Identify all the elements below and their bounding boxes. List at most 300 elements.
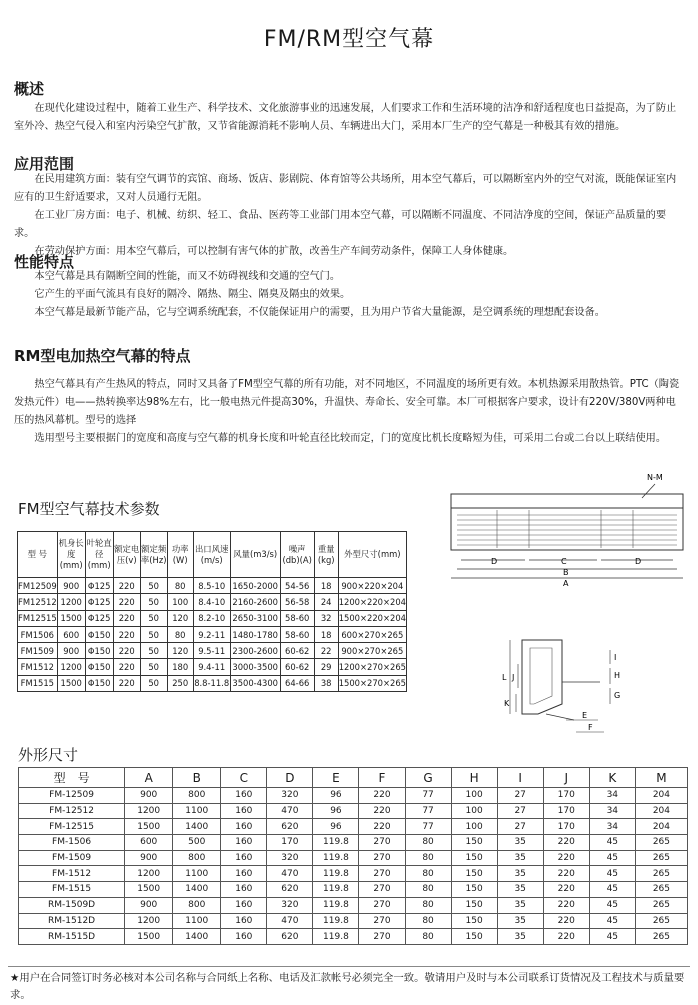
dims-cell: 45 (589, 882, 635, 898)
spec-cell: FM1512 (18, 659, 58, 675)
dims-cell: 100 (451, 819, 497, 835)
spec-table-row (18, 643, 407, 659)
dims-cell: 265 (635, 913, 687, 929)
dims-header-cell: A (125, 768, 173, 788)
spec-header-row (18, 532, 407, 578)
spec-cell: Φ150 (85, 643, 113, 659)
dims-cell: 45 (589, 850, 635, 866)
dims-cell: 150 (451, 866, 497, 882)
label-f: F (588, 723, 593, 732)
dims-header-cell: M (635, 768, 687, 788)
spec-table (17, 531, 407, 692)
dims-table-row (19, 882, 688, 898)
features-text (14, 268, 684, 322)
spec-cell: 18 (314, 578, 338, 594)
dims-cell: 45 (589, 929, 635, 945)
spec-cell: 50 (140, 659, 167, 675)
dims-cell: 270 (359, 897, 405, 913)
unit-side-profile (522, 640, 562, 714)
spec-cell: 50 (140, 610, 167, 626)
dims-cell: 119.8 (313, 850, 359, 866)
dims-cell: 150 (451, 882, 497, 898)
spec-cell: 50 (140, 675, 167, 691)
spec-cell: 1650-2000 (230, 578, 280, 594)
dims-cell: 27 (497, 803, 543, 819)
spec-cell: 32 (314, 610, 338, 626)
dims-cell: 470 (267, 866, 313, 882)
dims-cell: 119.8 (313, 882, 359, 898)
label-n-m: N-M (647, 473, 663, 482)
dims-table-row (19, 897, 688, 913)
spec-cell: 120 (167, 610, 193, 626)
dims-header-cell: F (359, 768, 405, 788)
dims-cell: 800 (173, 788, 221, 804)
spec-cell: 1200 (57, 659, 85, 675)
dims-cell: 45 (589, 835, 635, 851)
spec-header-cell: 外型尺寸(mm) (338, 532, 406, 578)
spec-cell: 220 (113, 643, 140, 659)
dims-cell: FM-12509 (19, 788, 125, 804)
dims-cell: 220 (359, 788, 405, 804)
dims-cell: 160 (221, 803, 267, 819)
leader-line (642, 484, 655, 498)
dims-cell: 1100 (173, 913, 221, 929)
label-k: K (504, 699, 510, 708)
dims-cell: 170 (267, 835, 313, 851)
dims-cell: 900 (125, 850, 173, 866)
spec-cell: 18 (314, 626, 338, 642)
dims-header-cell: K (589, 768, 635, 788)
dims-cell: 77 (405, 788, 451, 804)
spec-cell: 220 (113, 578, 140, 594)
spec-cell: 8.8-11.8 (193, 675, 230, 691)
dims-cell: 96 (313, 788, 359, 804)
spec-cell: 9.2-11 (193, 626, 230, 642)
spec-cell: 1200×270×265 (338, 659, 406, 675)
dims-cell: 96 (313, 803, 359, 819)
spec-cell: 38 (314, 675, 338, 691)
dims-cell: 1500 (125, 882, 173, 898)
dims-cell: 470 (267, 913, 313, 929)
spec-cell: 29 (314, 659, 338, 675)
dims-cell: 1200 (125, 866, 173, 882)
dims-cell: 96 (313, 819, 359, 835)
dims-cell: 1100 (173, 866, 221, 882)
dims-cell: 150 (451, 929, 497, 945)
louver-grille (457, 510, 677, 548)
spec-cell: 220 (113, 675, 140, 691)
dims-cell: 80 (405, 882, 451, 898)
dims-table-row (19, 866, 688, 882)
spec-cell: FM12515 (18, 610, 58, 626)
spec-cell: 9.5-11 (193, 643, 230, 659)
dims-cell: 160 (221, 819, 267, 835)
dims-header-cell: G (405, 768, 451, 788)
dims-cell: 1200 (125, 913, 173, 929)
spec-cell: 22 (314, 643, 338, 659)
spec-cell: 900×270×265 (338, 643, 406, 659)
spec-cell: 54-56 (280, 578, 314, 594)
spec-table-row (18, 578, 407, 594)
spec-cell: FM12512 (18, 594, 58, 610)
footnote: ★用户在合同签订时务必核对本公司名称与合同纸上名称、电话及汇款帐号必须完全一致。敬请用户及时与本公司联系订货情况及工程技术与质量要求。 (10, 972, 685, 1001)
dims-header-cell: 型 号 (19, 768, 125, 788)
dims-cell: 35 (497, 929, 543, 945)
spec-cell: 1200×220×204 (338, 594, 406, 610)
dims-cell: 45 (589, 897, 635, 913)
dims-cell: 620 (267, 819, 313, 835)
dims-header-cell: J (543, 768, 589, 788)
dims-cell: 160 (221, 788, 267, 804)
dims-cell: 1500 (125, 819, 173, 835)
spec-cell: 8.4-10 (193, 594, 230, 610)
dims-cell: 265 (635, 882, 687, 898)
spec-header-cell: 功率(W) (167, 532, 193, 578)
dims-cell: 119.8 (313, 929, 359, 945)
dims-cell: 204 (635, 819, 687, 835)
spec-cell: 3000-3500 (230, 659, 280, 675)
dims-cell: 900 (125, 788, 173, 804)
dims-cell: 270 (359, 835, 405, 851)
dims-table-row (19, 819, 688, 835)
spec-cell: FM1515 (18, 675, 58, 691)
dims-cell: 220 (543, 866, 589, 882)
dims-cell: 160 (221, 882, 267, 898)
side-dimension-lines (510, 640, 610, 732)
dims-cell: 220 (359, 819, 405, 835)
spec-table-body (18, 578, 407, 692)
spec-table-row (18, 610, 407, 626)
dims-cell: 35 (497, 913, 543, 929)
features-heading: 性能特点 (14, 253, 75, 271)
spec-cell: 120 (167, 643, 193, 659)
spec-cell: 2300-2600 (230, 643, 280, 659)
dims-table-row (19, 913, 688, 929)
dims-cell: 1200 (125, 803, 173, 819)
label-j: J (512, 673, 515, 682)
dims-cell: 800 (173, 850, 221, 866)
dims-table-row (19, 788, 688, 804)
dims-cell: 80 (405, 835, 451, 851)
spec-header-cell: 额定频率(Hz) (140, 532, 167, 578)
dims-cell: 170 (543, 819, 589, 835)
dims-cell: 1100 (173, 803, 221, 819)
spec-cell: 220 (113, 610, 140, 626)
spec-table-row (18, 659, 407, 675)
dims-cell: FM-12515 (19, 819, 125, 835)
dims-cell: 34 (589, 819, 635, 835)
spec-cell: 50 (140, 578, 167, 594)
dims-cell: 265 (635, 929, 687, 945)
dims-table (18, 767, 688, 945)
spec-cell: 1500×220×204 (338, 610, 406, 626)
dims-cell: 35 (497, 897, 543, 913)
label-b: B (563, 568, 569, 577)
dims-cell: RM-1515D (19, 929, 125, 945)
dims-cell: 45 (589, 866, 635, 882)
rm-text (14, 376, 684, 448)
overview-paragraph: 在现代化建设过程中，随着工业生产、科学技术、文化旅游事业的迅速发展，人们要求工作和生活环境的洁净和舒适程度也日益提高，为了防止室外冷、热空气侵入和室内污染空气扩散，又节省能源消耗不影响人员、车辆进出大门，采用本厂生产的空气幕是一种极其有效的措施。 (14, 103, 677, 132)
dims-cell: 150 (451, 913, 497, 929)
spec-cell: Φ150 (85, 626, 113, 642)
dims-cell: FM-1506 (19, 835, 125, 851)
spec-cell: 80 (167, 578, 193, 594)
dims-cell: 320 (267, 788, 313, 804)
spec-cell: 100 (167, 594, 193, 610)
dims-cell: 265 (635, 897, 687, 913)
dims-cell: FM-1515 (19, 882, 125, 898)
dims-cell: 80 (405, 897, 451, 913)
dims-cell: 204 (635, 788, 687, 804)
dims-cell: 160 (221, 897, 267, 913)
dims-cell: 320 (267, 897, 313, 913)
dims-cell: 320 (267, 850, 313, 866)
spec-cell: 900 (57, 643, 85, 659)
spec-cell: 2160-2600 (230, 594, 280, 610)
dims-table-row (19, 850, 688, 866)
dims-cell: 270 (359, 913, 405, 929)
dims-cell: 100 (451, 788, 497, 804)
dims-cell: 265 (635, 835, 687, 851)
spec-cell: 8.2-10 (193, 610, 230, 626)
spec-cell: 900 (57, 578, 85, 594)
dims-cell: RM-1509D (19, 897, 125, 913)
dims-cell: 220 (543, 835, 589, 851)
dims-cell: 265 (635, 850, 687, 866)
dims-cell: 220 (543, 897, 589, 913)
spec-cell: 60-62 (280, 643, 314, 659)
front-view-drawing (437, 458, 697, 588)
unit-body (451, 508, 683, 550)
label-a: A (563, 579, 569, 588)
spec-header-cell: 机身长度(mm) (57, 532, 85, 578)
label-d-left: D (491, 557, 498, 566)
dims-cell: 600 (125, 835, 173, 851)
spec-cell: 1500×270×265 (338, 675, 406, 691)
unit-top-panel (451, 494, 683, 508)
dims-cell: 100 (451, 803, 497, 819)
overview-heading: 概述 (14, 80, 45, 98)
dims-cell: RM-1512D (19, 913, 125, 929)
spec-header-cell: 型 号 (18, 532, 58, 578)
label-d-right: D (635, 557, 642, 566)
dims-cell: 1400 (173, 819, 221, 835)
application-paragraph-civil: 在民用建筑方面：装有空气调节的宾馆、商场、饭店、影剧院、体育馆等公共场所，用本空气幕后，可以隔断室内外的空气对流，既能保证室内应有的卫生舒适要求，又对人员通行无阻。 (14, 174, 677, 203)
dims-cell: 160 (221, 929, 267, 945)
application-paragraph-labor: 在劳动保护方面：用本空气幕后，可以控制有害气体的扩散，改善生产车间劳动条件，保障工人身体健康。 (34, 246, 514, 257)
dims-table-row (19, 929, 688, 945)
label-e: E (582, 711, 588, 720)
spec-header-cell: 风量(m3/s) (230, 532, 280, 578)
spec-table-row (18, 675, 407, 691)
spec-cell: 1500 (57, 610, 85, 626)
dims-header-cell: B (173, 768, 221, 788)
spec-cell: 1500 (57, 675, 85, 691)
spec-cell: Φ125 (85, 610, 113, 626)
side-view-drawing (490, 620, 650, 742)
outlet-line (546, 714, 574, 720)
dims-header-cell: C (221, 768, 267, 788)
dims-cell: 1400 (173, 882, 221, 898)
dims-header-cell: H (451, 768, 497, 788)
dims-cell: 160 (221, 835, 267, 851)
spec-cell: 600 (57, 626, 85, 642)
spec-header-cell: 叶轮直径(mm) (85, 532, 113, 578)
spec-cell: Φ150 (85, 659, 113, 675)
spec-header-cell: 噪声(db)(A) (280, 532, 314, 578)
dims-header-cell: I (497, 768, 543, 788)
spec-cell: 8.5-10 (193, 578, 230, 594)
dims-cell: FM-12512 (19, 803, 125, 819)
dims-cell: 119.8 (313, 913, 359, 929)
dims-cell: 27 (497, 788, 543, 804)
dims-cell: 270 (359, 866, 405, 882)
dims-cell: 34 (589, 788, 635, 804)
dims-cell: 80 (405, 929, 451, 945)
dims-cell: 77 (405, 819, 451, 835)
spec-cell: 50 (140, 626, 167, 642)
dims-cell: 270 (359, 850, 405, 866)
rm-paragraph-1: 热空气幕具有产生热风的特点，同时又具备了FM型空气幕的所有功能，对不同地区，不同温度的场所更有效。本机热源采用散热管。PTC（陶瓷发热元件）电——热转换率达98%左右，比一般电热元件提高30%，升温快、寿命长、安全可靠。本厂可根据客户要求，设计有220V/380V两种电压的热风幕机。型号的选择 (14, 379, 680, 426)
rm-paragraph-2: 选用型号主要根据门的宽度和高度与空气幕的机身长度和叶轮直径比较而定，门的宽度比机长度略短为佳，可采用二台或二台以上联结使用。 (34, 433, 667, 444)
application-paragraph-industry: 在工业厂房方面：电子、机械、纺织、轻工、食品、医药等工业部门用本空气幕，可以隔断不同温度、不同洁净度的空间，保证产品质量的要求。 (14, 210, 667, 239)
dims-header-cell: D (267, 768, 313, 788)
application-text (14, 171, 684, 261)
spec-cell: 58-60 (280, 626, 314, 642)
spec-cell: 220 (113, 626, 140, 642)
dims-cell: 80 (405, 850, 451, 866)
dims-cell: 220 (543, 882, 589, 898)
dims-cell: 160 (221, 866, 267, 882)
dims-cell: 1400 (173, 929, 221, 945)
dims-cell: 220 (543, 850, 589, 866)
spec-cell: 50 (140, 594, 167, 610)
spec-cell: Φ125 (85, 578, 113, 594)
dims-cell: 170 (543, 788, 589, 804)
label-i: I (614, 653, 617, 662)
dims-table-row (19, 835, 688, 851)
dims-cell: 220 (543, 929, 589, 945)
spec-cell: Φ125 (85, 594, 113, 610)
inner-profile (530, 648, 552, 704)
dims-cell: 45 (589, 913, 635, 929)
dims-cell: 204 (635, 803, 687, 819)
dims-cell: 35 (497, 850, 543, 866)
dims-cell: 150 (451, 835, 497, 851)
dims-cell: 620 (267, 882, 313, 898)
dims-cell: 170 (543, 803, 589, 819)
spec-cell: FM1506 (18, 626, 58, 642)
dims-cell: 35 (497, 835, 543, 851)
spec-cell: 1480-1780 (230, 626, 280, 642)
label-h: H (614, 671, 621, 680)
dims-cell: 620 (267, 929, 313, 945)
dims-cell: 270 (359, 929, 405, 945)
features-paragraph-1: 本空气幕是具有隔断空间的性能，而又不妨碍视线和交通的空气门。 (34, 271, 341, 282)
dims-cell: 220 (543, 913, 589, 929)
dims-cell: 35 (497, 866, 543, 882)
dims-cell: 150 (451, 897, 497, 913)
footnote-divider (8, 966, 690, 967)
dims-cell: 220 (359, 803, 405, 819)
label-c: C (561, 557, 567, 566)
spec-cell: 80 (167, 626, 193, 642)
spec-cell: 1200 (57, 594, 85, 610)
dims-cell: 1500 (125, 929, 173, 945)
features-paragraph-3: 本空气幕是最新节能产品，它与空调系统配套，不仅能保证用户的需要，且为用户节省大量能源，是空调系统的理想配套设备。 (34, 307, 605, 318)
dims-cell: 265 (635, 866, 687, 882)
dims-cell: 80 (405, 866, 451, 882)
spec-cell: 220 (113, 659, 140, 675)
spec-table-row (18, 594, 407, 610)
spec-cell: 900×220×204 (338, 578, 406, 594)
dims-cell: 80 (405, 913, 451, 929)
spec-cell: 250 (167, 675, 193, 691)
dims-cell: 160 (221, 913, 267, 929)
dims-table-body (19, 788, 688, 945)
dims-cell: 34 (589, 803, 635, 819)
dims-cell: FM-1509 (19, 850, 125, 866)
dims-cell: 500 (173, 835, 221, 851)
spec-header-cell: 额定电压(v) (113, 532, 140, 578)
spec-cell: 2650-3100 (230, 610, 280, 626)
spec-cell: 24 (314, 594, 338, 610)
dims-cell: 470 (267, 803, 313, 819)
spec-cell: 58-60 (280, 610, 314, 626)
dims-cell: FM-1512 (19, 866, 125, 882)
overview-text (14, 100, 684, 136)
page-title: FM/RM型空气幕 (263, 27, 435, 52)
dims-cell: 119.8 (313, 897, 359, 913)
rm-heading: RM型电加热空气幕的特点 (14, 347, 191, 365)
spec-cell: 56-58 (280, 594, 314, 610)
dims-cell: 119.8 (313, 835, 359, 851)
spec-header-cell: 出口风速(m/s) (193, 532, 230, 578)
dims-header-row (19, 768, 688, 788)
spec-cell: 3500-4300 (230, 675, 280, 691)
dims-cell: 27 (497, 819, 543, 835)
spec-cell: Φ150 (85, 675, 113, 691)
spec-cell: 220 (113, 594, 140, 610)
spec-cell: FM1509 (18, 643, 58, 659)
spec-cell: 64-66 (280, 675, 314, 691)
dims-cell: 270 (359, 882, 405, 898)
spec-heading: FM型空气幕技术参数 (18, 500, 160, 518)
spec-cell: 60-62 (280, 659, 314, 675)
dims-cell: 35 (497, 882, 543, 898)
label-l: L (502, 673, 507, 682)
spec-cell: FM12509 (18, 578, 58, 594)
dims-heading: 外形尺寸 (18, 746, 79, 764)
label-g: G (614, 691, 621, 700)
dims-cell: 800 (173, 897, 221, 913)
spec-table-row (18, 626, 407, 642)
features-paragraph-2: 它产生的平面气流具有良好的隔冷、隔热、隔尘、隔臭及隔虫的效果。 (34, 289, 351, 300)
spec-cell: 9.4-11 (193, 659, 230, 675)
dims-cell: 77 (405, 803, 451, 819)
dims-header-cell: E (313, 768, 359, 788)
spec-cell: 600×270×265 (338, 626, 406, 642)
dims-cell: 900 (125, 897, 173, 913)
dims-cell: 150 (451, 850, 497, 866)
spec-cell: 180 (167, 659, 193, 675)
dims-table-row (19, 803, 688, 819)
spec-header-cell: 重量(kg) (314, 532, 338, 578)
application-heading: 应用范围 (14, 155, 75, 173)
dims-cell: 160 (221, 850, 267, 866)
spec-cell: 50 (140, 643, 167, 659)
dims-cell: 119.8 (313, 866, 359, 882)
